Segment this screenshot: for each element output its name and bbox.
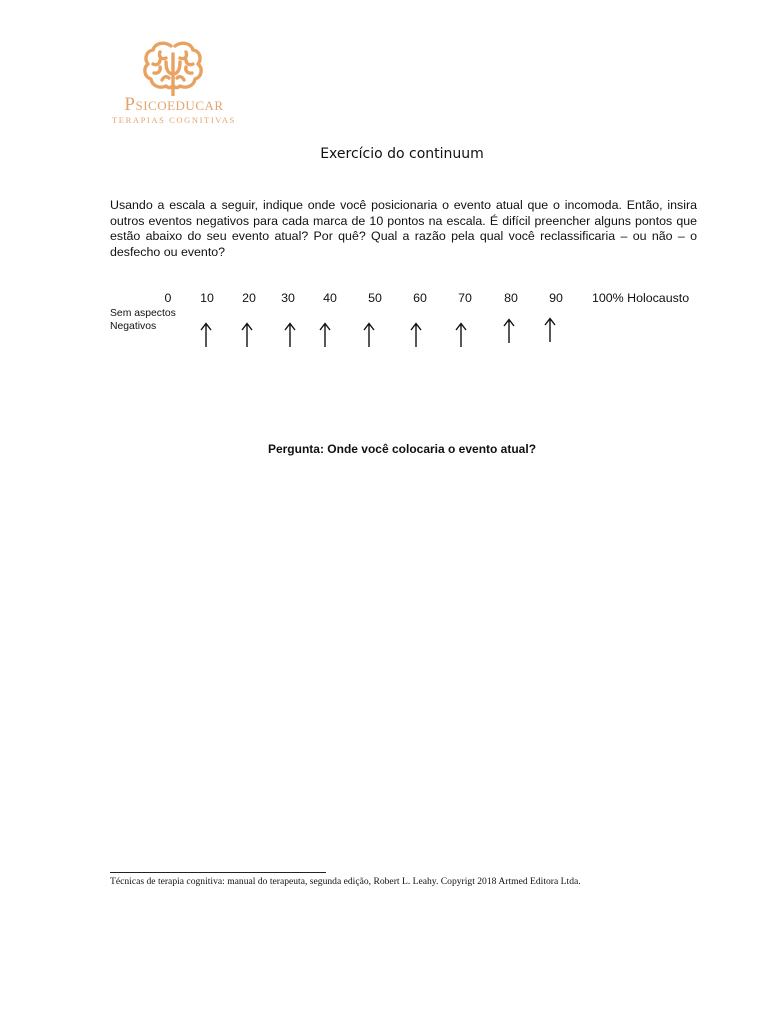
up-arrow-icon — [318, 322, 332, 348]
scale-zero-label — [110, 307, 176, 333]
scale-tick-30: 30 — [281, 291, 295, 305]
scale-tick-50: 50 — [368, 291, 382, 305]
scale-tick-60: 60 — [413, 291, 427, 305]
up-arrow-icon — [240, 322, 254, 348]
up-arrow-icon — [543, 317, 557, 343]
up-arrow-icon — [502, 318, 516, 344]
scale-tick-70: 70 — [458, 291, 472, 305]
scale-tick-90: 90 — [549, 291, 563, 305]
up-arrow-icon — [283, 322, 297, 348]
scale-tick-40: 40 — [323, 291, 337, 305]
scale-zero-label-line1: Sem aspectos — [110, 308, 176, 319]
logo-name: Psicoeducar — [124, 94, 224, 115]
up-arrow-icon — [409, 322, 423, 348]
scale-end-label: 100% Holocausto — [592, 291, 690, 305]
up-arrow-icon — [454, 322, 468, 348]
up-arrow-icon — [199, 322, 213, 348]
continuum-scale — [0, 0, 768, 360]
scale-zero-label-line2: Negativos — [110, 321, 157, 332]
logo-tagline: TERAPIAS COGNITIVAS — [112, 115, 236, 125]
question-heading: Pergunta: Onde você colocaria o evento atual? — [267, 442, 537, 456]
scale-tick-10: 10 — [200, 291, 214, 305]
footnote-divider — [110, 872, 326, 873]
page-title: Exercício do continuum — [320, 146, 484, 162]
scale-tick-0: 0 — [164, 291, 172, 305]
up-arrow-icon — [362, 322, 376, 348]
scale-tick-80: 80 — [504, 291, 518, 305]
scale-tick-20: 20 — [242, 291, 256, 305]
instructions-paragraph: Usando a escala a seguir, indique onde você posicionaria o evento atual que o incomoda. Então, insira outros eventos negativos para cada marca de 10 pontos na escala. É difícil preencher alguns pontos que estão abaixo do seu evento atual? Por quê? Qual a razão pela qual você reclassificaria – ou não – o desfecho ou evento? — [110, 198, 697, 259]
footnote-citation: Técnicas de terapia cognitiva: manual do terapeuta, segunda edição, Robert L. Leahy. Copyrigt 2018 Artmed Editora Ltda. — [110, 876, 581, 887]
